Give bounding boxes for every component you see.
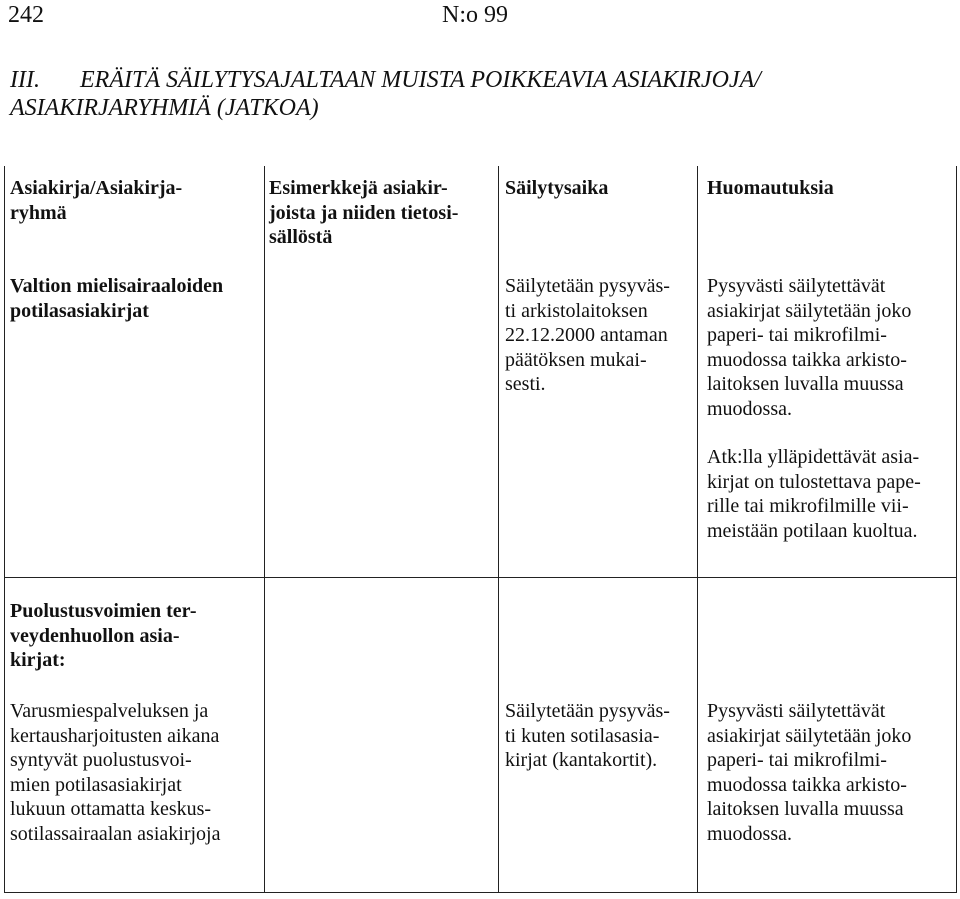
row3-retention: Säilytetään pysyväs- ti kuten sotilasasia- kirjat (kantakortit). [505,700,670,771]
row2-heading: Puolustusvoimien ter- veydenhuollon asia- kirjat: [10,600,197,671]
row1-document: Valtion mielisairaaloiden potilasasiakirjat [10,275,224,322]
row-divider [4,577,957,578]
page-number: 242 [8,2,44,28]
row1-remarks [707,274,955,543]
table-border-right [956,166,957,893]
header-document: Asiakirja/Asiakirja- ryhmä [10,177,183,224]
header-examples: Esimerkkejä asiakir- joista ja niiden tietosi- sällöstä [269,177,459,248]
row3-remarks: Pysyvästi säilytettävät asiakirjat säilytetään joko paperi- tai mikrofilmi- muodossa taikka arkisto- laitoksen luvalla muussa muodossa. [707,700,912,845]
column-divider-2 [498,166,499,893]
header-retention: Säilytysaika [505,177,609,199]
section-number: III. [10,67,40,93]
table-border-left [4,166,5,893]
row1-retention: Säilytetään pysyväs- ti arkistolaitoksen 22.12.2000 antaman päätöksen mukai- sesti. [505,275,670,395]
table-border-bottom [4,892,957,893]
section-title [10,66,910,122]
row3-document: Varusmiespalveluksen ja kertausharjoitusten aikana syntyvät puolustusvoi- mien potilasasiakirjat lukuun ottamatta keskus- sotilassairaalan asiakirjoja [10,700,221,845]
column-divider-3 [697,166,698,893]
section-title-line1: ERÄITÄ SÄILYTYSAJALTAAN MUISTA POIKKEAVIA ASIAKIRJOJA/ [80,67,761,93]
row1-remarks-paragraph-2: Atk:lla ylläpidettävät asia- kirjat on tulostettava pape- rille tai mikrofilmille vii- meistään potilaan kuoltua. [707,446,921,542]
issue-number: N:o 99 [442,2,508,28]
header-remarks: Huomautuksia [707,177,834,199]
row1-remarks-paragraph-1: Pysyvästi säilytettävät asiakirjat säilytetään joko paperi- tai mikrofilmi- muodossa taikka arkisto- laitoksen luvalla muussa muodossa. [707,275,912,420]
column-divider-1 [264,166,265,893]
section-title-line2: ASIAKIRJARYHMIÄ (JATKOA) [10,95,319,121]
